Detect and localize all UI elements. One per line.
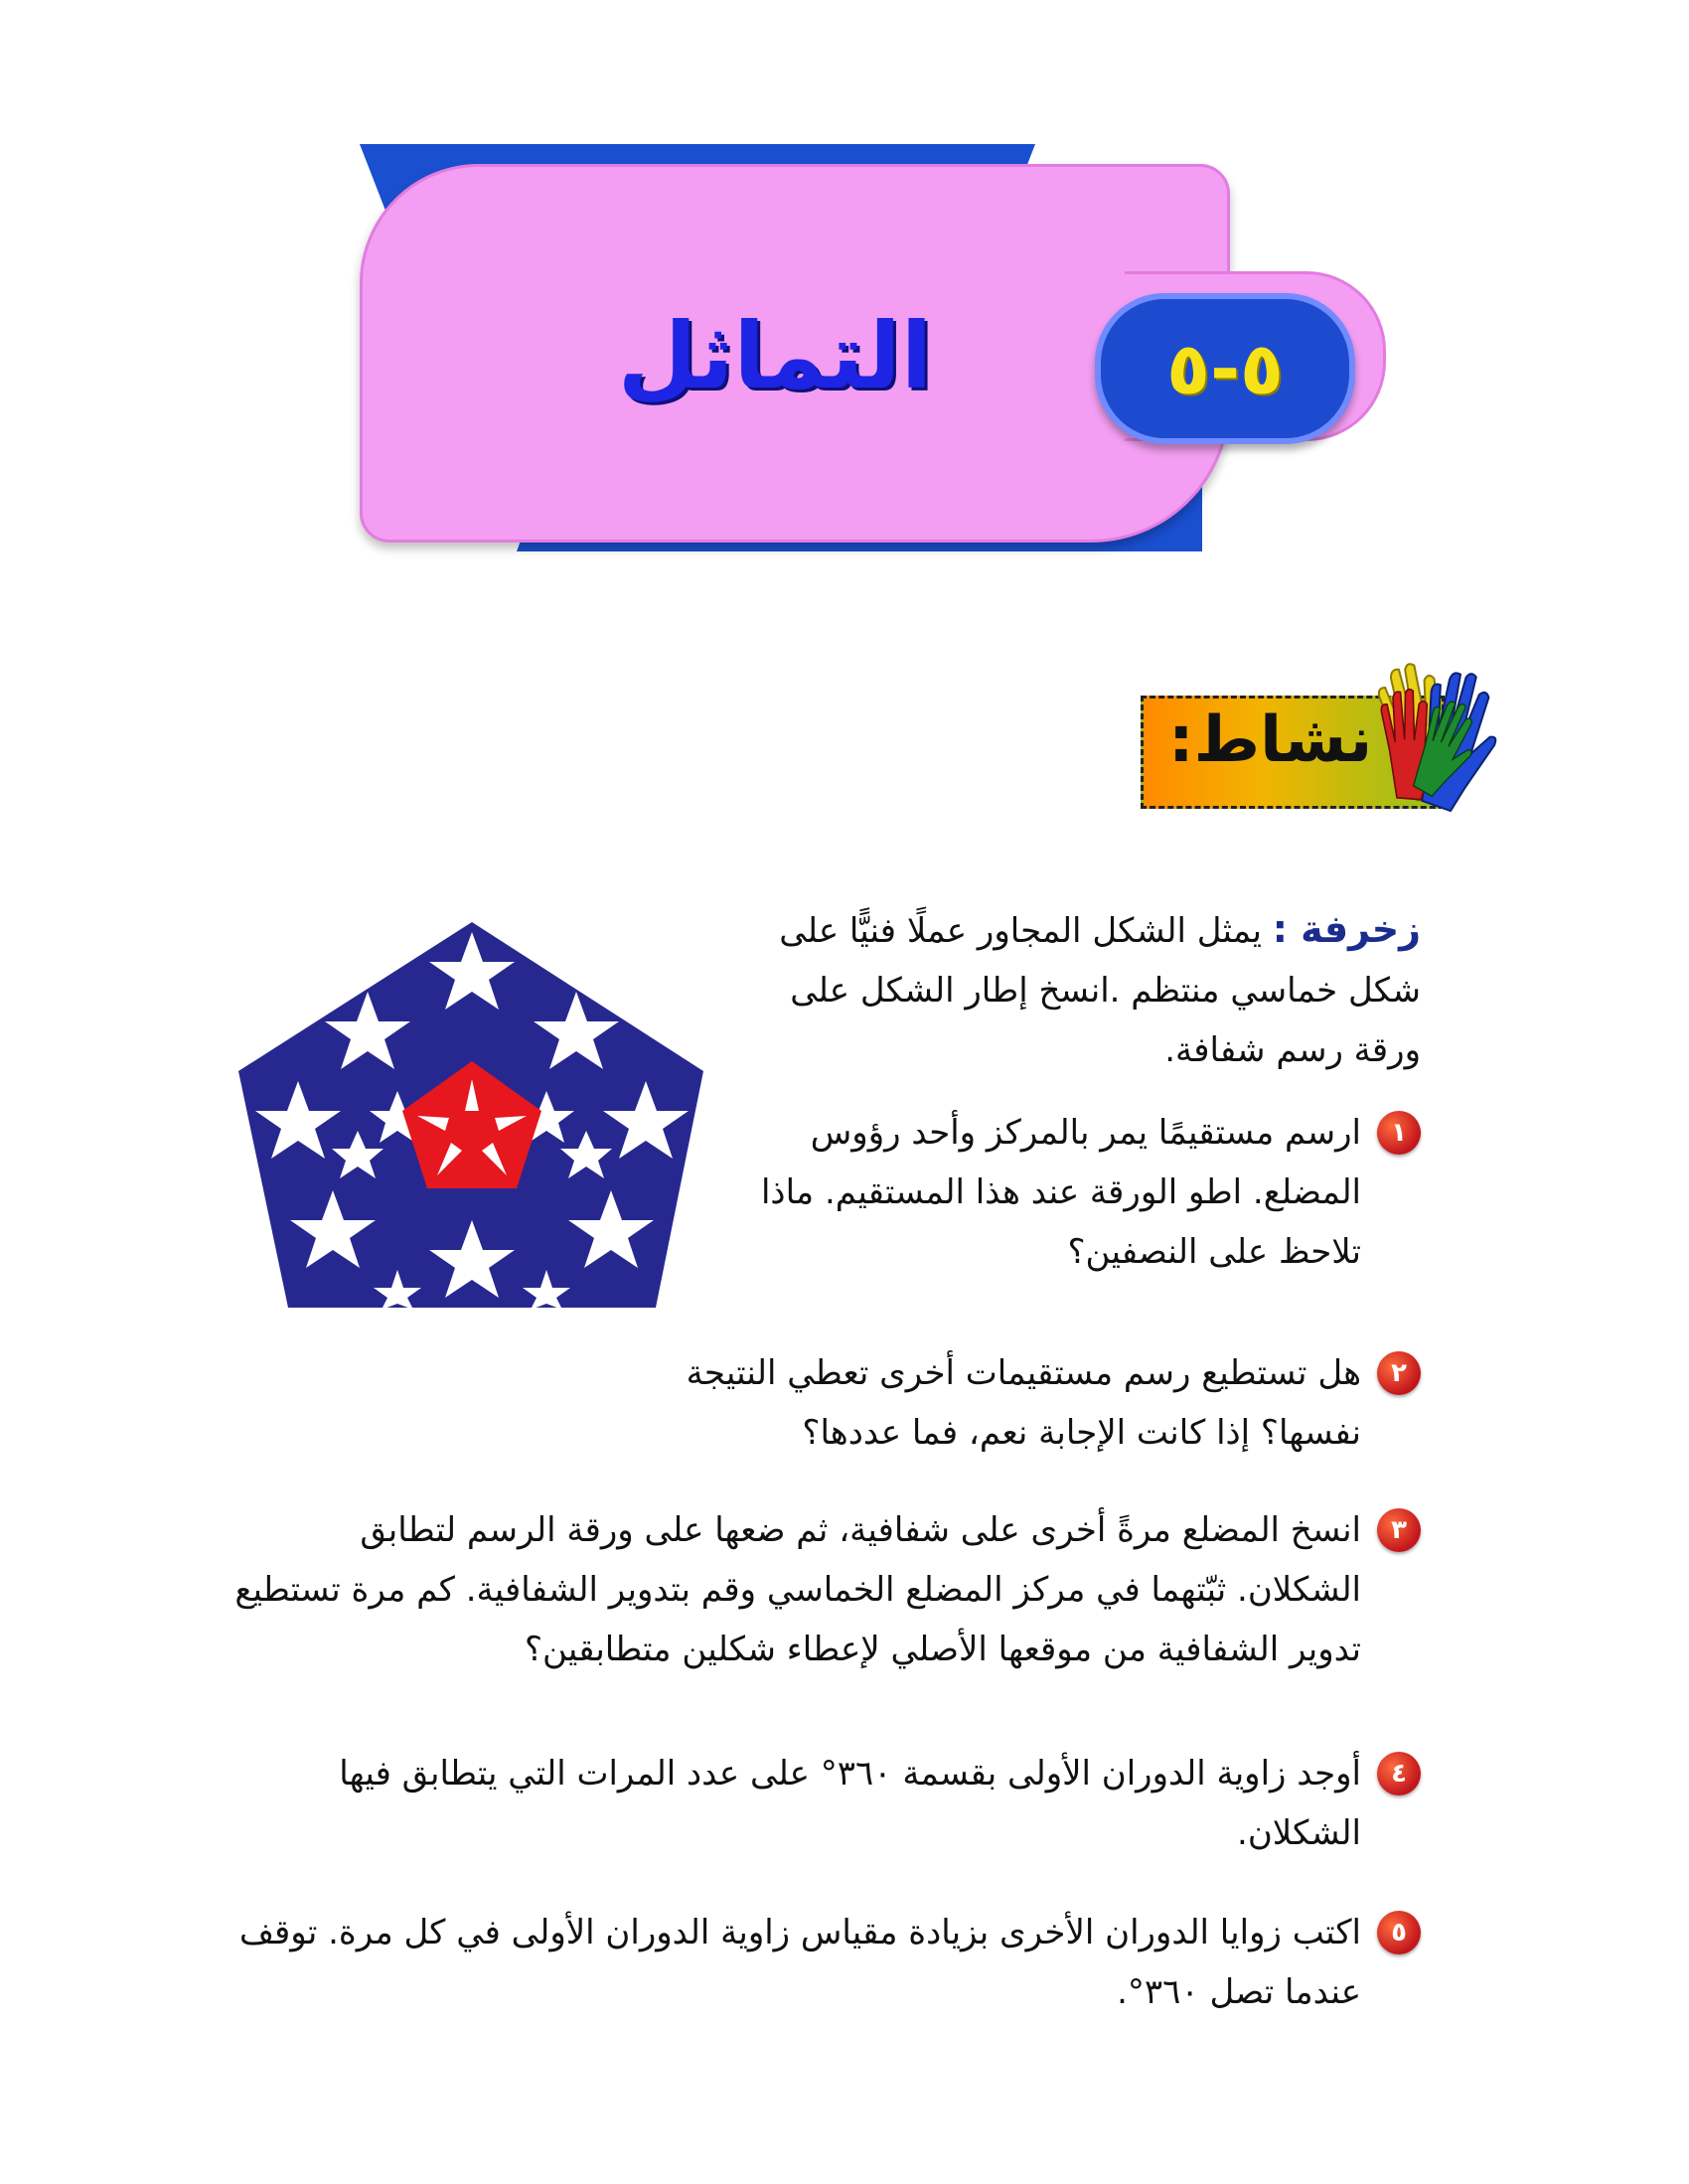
lesson-banner xyxy=(338,134,1391,571)
lesson-title: التماثل xyxy=(617,303,933,409)
step-2 xyxy=(626,1343,1421,1482)
activity-label xyxy=(1141,646,1488,815)
step-3 xyxy=(229,1500,1421,1699)
lesson-number: ٥-٥ xyxy=(1166,327,1284,410)
step-text: اكتب زوايا الدوران الأخرى بزيادة مقياس زاوية الدوران الأولى في كل مرة. توقف عندما تصل ٣٦٠°. xyxy=(238,1913,1361,2012)
step-1 xyxy=(725,1103,1421,1302)
step-text: أوجد زاوية الدوران الأولى بقسمة ٣٦٠° على عدد المرات التي يتطابق فيها الشكلان. xyxy=(339,1754,1361,1853)
step-5 xyxy=(238,1903,1421,2042)
step-number-badge: ٣ xyxy=(1377,1508,1421,1552)
step-number-badge: ١ xyxy=(1377,1111,1421,1155)
step-number-badge: ٥ xyxy=(1377,1911,1421,1954)
lesson-number-badge xyxy=(1095,293,1355,444)
step-4 xyxy=(238,1744,1421,1883)
intro-paragraph xyxy=(765,899,1421,1080)
step-text: انسخ المضلع مرةً أخرى على شفافية، ثم ضعها على ورقة الرسم لتطابق الشكلان. ثبّتهما في مركز المضلع الخماسي وقم بتدوير الشفافية. كم مرة تستطيع تدوير الشفافية من موقعها الأصلي لإعطاء شكلين متطابقين؟ xyxy=(234,1510,1361,1669)
hands-icon xyxy=(1369,646,1498,815)
step-number-badge: ٢ xyxy=(1377,1351,1421,1395)
step-text: هل تستطيع رسم مستقيمات أخرى تعطي النتيجة نفسها؟ إذا كانت الإجابة نعم، فما عددها؟ xyxy=(686,1353,1361,1453)
activity-text: نشاط: xyxy=(1168,703,1373,777)
intro-text: يمثل الشكل المجاور عملًا فنيًّا على شكل خماسي منتظم .انسخ إطار الشكل على ورقة رسم شفافة. xyxy=(779,911,1421,1070)
step-number-badge: ٤ xyxy=(1377,1752,1421,1795)
step-text: ارسم مستقيمًا يمر بالمركز وأحد رؤوس المضلع. اطو الورقة عند هذا المستقيم. ماذا تلاحظ على النصفين؟ xyxy=(760,1113,1361,1272)
pentagon-decoration-figure xyxy=(238,922,705,1310)
intro-keyword: زخرفة : xyxy=(1272,907,1421,951)
